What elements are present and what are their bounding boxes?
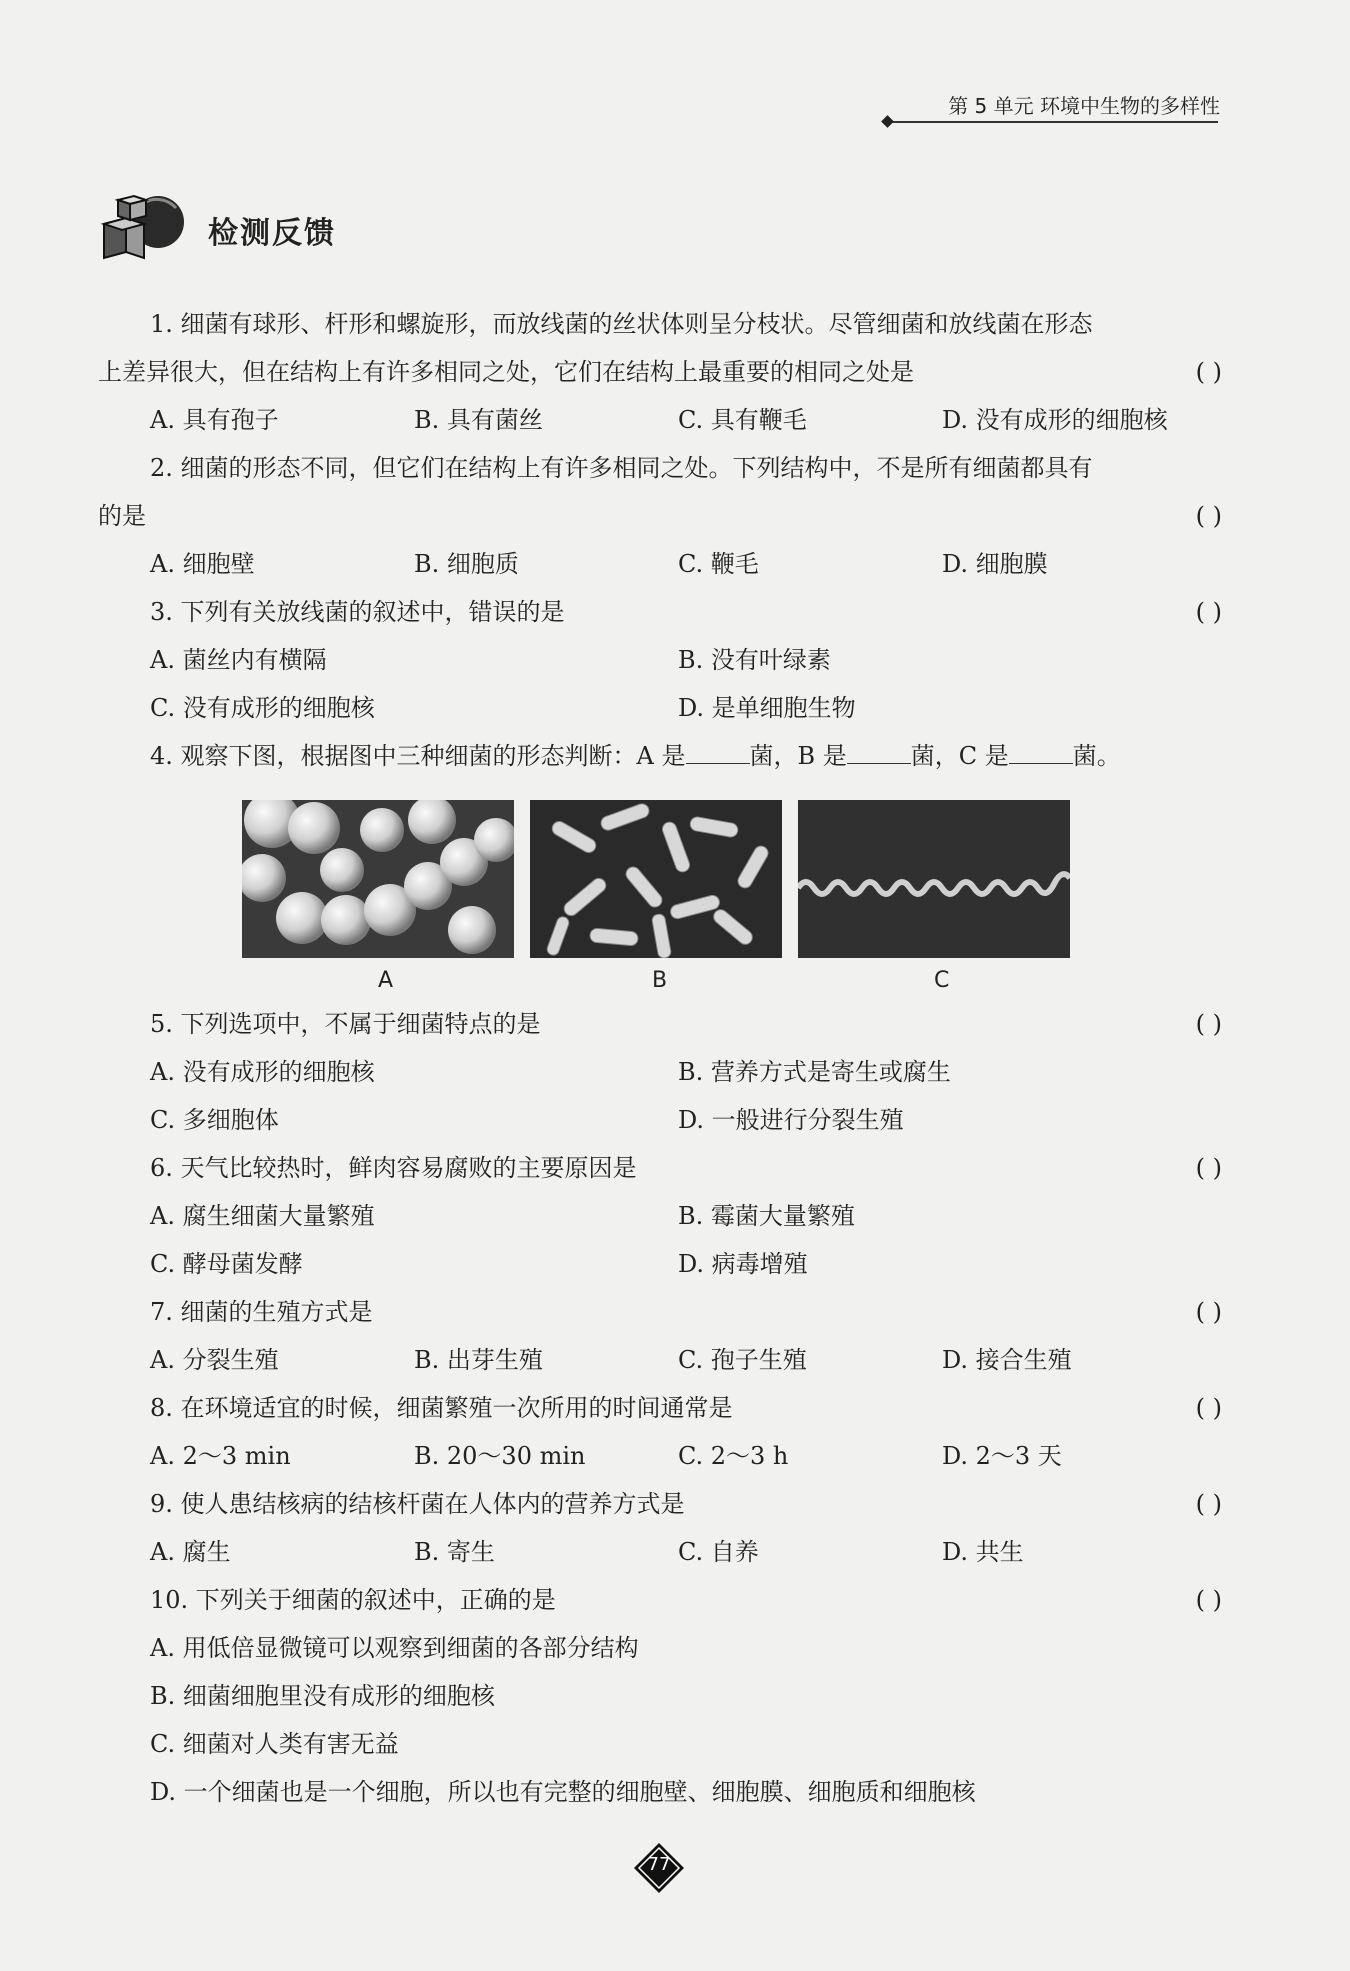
q2-stem-line1: 2. 细菌的形态不同，但它们在结构上有许多相同之处。下列结构中，不是所有细菌都具有 — [150, 454, 1093, 482]
micrograph-c-spirillum — [798, 800, 1070, 958]
q3-options-row2 — [150, 684, 1220, 732]
q3-answer-paren: ( ) — [1195, 598, 1222, 626]
q5-option-a: A. 没有成形的细胞核 — [150, 1058, 375, 1086]
q9-answer-paren: ( ) — [1195, 1490, 1222, 1518]
q8-stem: 8. 在环境适宜的时候，细菌繁殖一次所用的时间通常是 — [150, 1394, 733, 1422]
q4-stem-part4: 菌。 — [1072, 742, 1121, 770]
q9-option-d: D. 共生 — [942, 1538, 1024, 1566]
q10-option-d-row — [150, 1768, 1220, 1816]
unit-header: 第 5 单元 环境中生物的多样性 — [948, 94, 1220, 118]
q3-option-c: C. 没有成形的细胞核 — [150, 694, 375, 722]
q1-stem-line1: 1. 细菌有球形、杆形和螺旋形，而放线菌的丝状体则呈分枝状。尽管细菌和放线菌在形态 — [150, 310, 1093, 338]
q10-option-d: D. 一个细菌也是一个细胞，所以也有完整的细胞壁、细胞膜、细胞质和细胞核 — [150, 1778, 976, 1806]
q4-stem — [98, 732, 1222, 780]
q2-option-c: C. 鞭毛 — [678, 550, 759, 578]
q6-option-c: C. 酵母菌发酵 — [150, 1250, 303, 1278]
q9-option-a: A. 腐生 — [150, 1538, 231, 1566]
q6-answer-paren: ( ) — [1195, 1154, 1222, 1182]
q5-option-d: D. 一般进行分裂生殖 — [678, 1106, 904, 1134]
page-number: 77 — [647, 1854, 671, 1875]
q1-option-c: C. 具有鞭毛 — [678, 406, 807, 434]
q5-answer-paren: ( ) — [1195, 1010, 1222, 1038]
q1-stem-line2: 上差异很大，但在结构上有许多相同之处，它们在结构上最重要的相同之处是 — [98, 358, 914, 386]
q3-option-b: B. 没有叶绿素 — [678, 646, 831, 674]
q6-option-b: B. 霉菌大量繁殖 — [678, 1202, 855, 1230]
q8-option-a: A. 2～3 min — [150, 1442, 291, 1470]
q10-option-c: C. 细菌对人类有害无益 — [150, 1730, 399, 1758]
q1-option-b: B. 具有菌丝 — [414, 406, 543, 434]
q5-options-row2 — [150, 1096, 1220, 1144]
q2-options — [150, 540, 1220, 588]
q2-option-a: A. 细胞壁 — [150, 550, 255, 578]
q6-option-d: D. 病毒增殖 — [678, 1250, 808, 1278]
q3-options-row1 — [150, 636, 1220, 684]
q7-option-a: A. 分裂生殖 — [150, 1346, 279, 1374]
q9-option-c: C. 自养 — [678, 1538, 759, 1566]
caption-a: A — [378, 968, 394, 993]
q3-stem: 3. 下列有关放线菌的叙述中，错误的是 — [150, 598, 565, 626]
q7-stem: 7. 细菌的生殖方式是 — [150, 1298, 373, 1326]
q10-answer-paren: ( ) — [1195, 1586, 1222, 1614]
q10-option-b: B. 细菌细胞里没有成形的细胞核 — [150, 1682, 495, 1710]
q1-option-d: D. 没有成形的细胞核 — [942, 406, 1168, 434]
q8-option-d: D. 2～3 天 — [942, 1442, 1062, 1470]
header-rule — [888, 121, 1218, 123]
q2-answer-paren: ( ) — [1195, 502, 1222, 530]
q6-options-row1 — [150, 1192, 1220, 1240]
q4-stem-part1: 4. 观察下图，根据图中三种细菌的形态判断：A 是 — [150, 742, 686, 770]
micrograph-a-cocci — [242, 800, 514, 958]
q10-option-a: A. 用低倍显微镜可以观察到细菌的各部分结构 — [150, 1634, 639, 1662]
q7-option-b: B. 出芽生殖 — [414, 1346, 543, 1374]
header-diamond-icon — [881, 115, 894, 128]
q4-blank-b[interactable] — [847, 741, 911, 764]
q5-option-b: B. 营养方式是寄生或腐生 — [678, 1058, 951, 1086]
q6-stem: 6. 天气比较热时，鲜肉容易腐败的主要原因是 — [150, 1154, 637, 1182]
cube-section-icon — [98, 190, 190, 268]
q8-option-b: B. 20～30 min — [414, 1442, 586, 1470]
q7-options — [150, 1336, 1220, 1384]
q4-blank-a[interactable] — [686, 741, 750, 764]
micrograph-b-bacilli — [530, 800, 782, 958]
q3-option-d: D. 是单细胞生物 — [678, 694, 856, 722]
caption-b: B — [652, 968, 668, 993]
q3-option-a: A. 菌丝内有横隔 — [150, 646, 327, 674]
section-title: 检测反馈 — [208, 216, 336, 251]
q5-options-row1 — [150, 1048, 1220, 1096]
q2-option-b: B. 细胞质 — [414, 550, 519, 578]
q4-stem-part2: 菌，B 是 — [749, 742, 847, 770]
q9-stem: 9. 使人患结核病的结核杆菌在人体内的营养方式是 — [150, 1490, 685, 1518]
q5-option-c: C. 多细胞体 — [150, 1106, 279, 1134]
q5-stem: 5. 下列选项中，不属于细菌特点的是 — [150, 1010, 541, 1038]
q10-option-b-row — [150, 1672, 1220, 1720]
q9-options — [150, 1528, 1220, 1576]
q1-option-a: A. 具有孢子 — [150, 406, 279, 434]
q7-option-c: C. 孢子生殖 — [678, 1346, 807, 1374]
q7-answer-paren: ( ) — [1195, 1298, 1222, 1326]
q10-stem: 10. 下列关于细菌的叙述中，正确的是 — [150, 1586, 556, 1614]
q9-option-b: B. 寄生 — [414, 1538, 495, 1566]
q4-stem-part3: 菌，C 是 — [910, 742, 1009, 770]
q1-options — [150, 396, 1220, 444]
q2-option-d: D. 细胞膜 — [942, 550, 1048, 578]
q8-option-c: C. 2～3 h — [678, 1442, 789, 1470]
q2-stem-line2: 的是 — [98, 502, 146, 530]
q7-option-d: D. 接合生殖 — [942, 1346, 1072, 1374]
q8-options — [150, 1432, 1220, 1480]
q10-option-a-row — [150, 1624, 1220, 1672]
q1-answer-paren: ( ) — [1195, 358, 1222, 386]
q4-blank-c[interactable] — [1009, 741, 1073, 764]
q10-option-c-row — [150, 1720, 1220, 1768]
caption-c: C — [934, 968, 950, 993]
q6-options-row2 — [150, 1240, 1220, 1288]
q8-answer-paren: ( ) — [1195, 1394, 1222, 1422]
q6-option-a: A. 腐生细菌大量繁殖 — [150, 1202, 375, 1230]
